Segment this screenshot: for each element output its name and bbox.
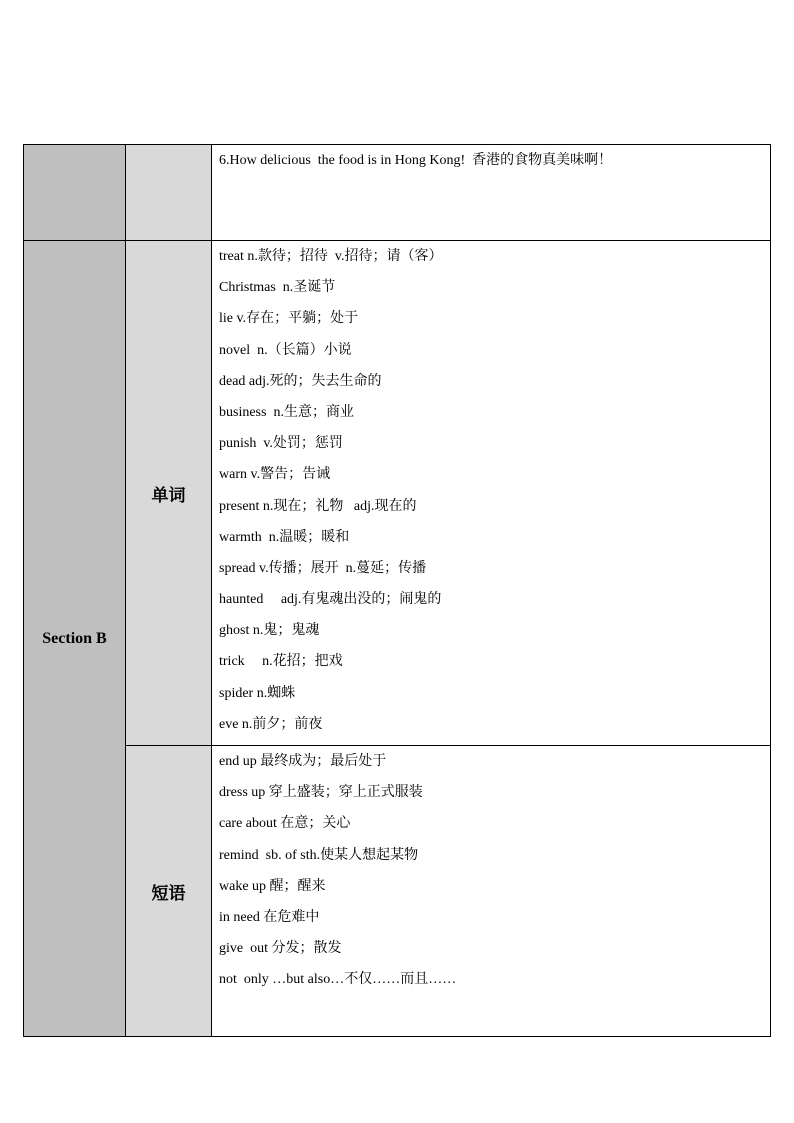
word-entry: trick n.花招；把戏	[219, 654, 343, 670]
phrase-entry: not only …but also…不仅……而且……	[219, 972, 457, 988]
word-entry: spread v.传播；展开 n.蔓延；传播	[219, 560, 427, 576]
phrase-entry: wake up 醒；醒来	[219, 878, 326, 894]
section-cell-continued	[24, 145, 126, 241]
phrase-entry: in need 在危难中	[219, 909, 320, 925]
word-entry: spider n.蜘蛛	[219, 685, 296, 701]
sentence-cell	[212, 145, 771, 241]
section-label: Section B	[42, 629, 107, 647]
phrases-cell	[212, 746, 771, 1037]
section-cell	[24, 241, 126, 1037]
phrases-label: 短语	[151, 883, 186, 904]
phrases-category-cell	[126, 746, 212, 1037]
word-entry: lie v.存在；平躺；处于	[219, 311, 359, 327]
words-label: 单词	[151, 485, 186, 506]
word-entry: eve n.前夕；前夜	[219, 716, 323, 732]
phrase-entry: care about 在意；关心	[219, 816, 351, 832]
words-category-cell	[126, 241, 212, 746]
word-entry: Christmas n.圣诞节	[219, 280, 336, 296]
word-entry: novel n.（长篇）小说	[219, 342, 352, 358]
words-cell	[212, 241, 771, 746]
word-entry: present n.现在；礼物 adj.现在的	[219, 498, 417, 514]
word-entry: ghost n.鬼；鬼魂	[219, 623, 320, 639]
word-entry: warn v.警告；告诫	[219, 467, 331, 483]
phrase-entry: give out 分发；散发	[219, 941, 342, 957]
phrase-entry: end up 最终成为；最后处于	[219, 754, 387, 769]
sentence-text: 6.How delicious the food is in Hong Kong! 香港的食物真美味啊！	[219, 153, 613, 168]
word-entry: warmth n.温暖；暖和	[219, 529, 350, 545]
phrases-row	[24, 746, 771, 1037]
category-cell-continued	[126, 145, 212, 241]
word-entry: punish v.处罚；惩罚	[219, 436, 343, 452]
word-entry: haunted adj.有鬼魂出没的；闹鬼的	[219, 592, 442, 608]
phrase-entry: remind sb. of sth.使某人想起某物	[219, 847, 419, 863]
word-entry: treat n.款待；招待 v.招待；请（客）	[219, 249, 443, 264]
word-entry: business n.生意；商业	[219, 404, 354, 420]
vocabulary-table	[23, 144, 771, 1037]
words-row	[24, 241, 771, 746]
phrase-entry: dress up 穿上盛装；穿上正式服装	[219, 785, 423, 801]
sentence-row	[24, 145, 771, 241]
word-entry: dead adj.死的；失去生命的	[219, 373, 382, 389]
